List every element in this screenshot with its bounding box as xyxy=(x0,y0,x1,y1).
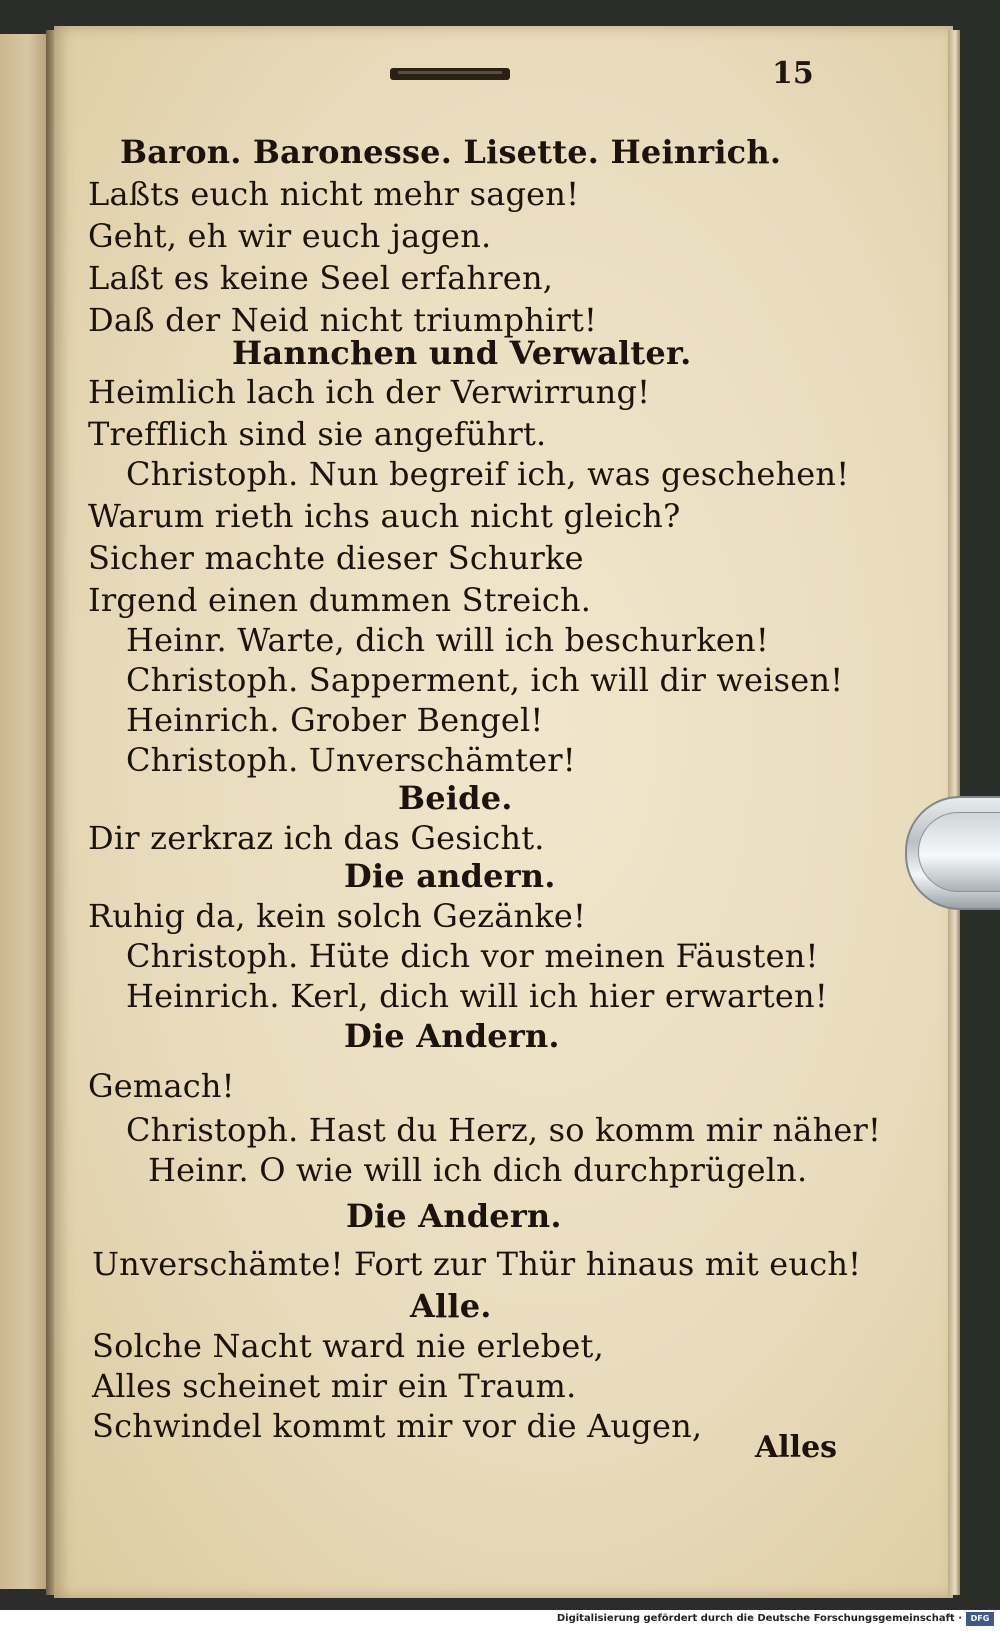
text-line: Sicher machte dieser Schurke xyxy=(88,539,584,577)
text-line: Laßts euch nicht mehr sagen! xyxy=(88,175,580,213)
speaker-line: Christoph. Unverschämter! xyxy=(126,741,576,779)
text-line: Laßt es keine Seel erfahren, xyxy=(88,259,554,297)
speaker-line: Heinrich. Kerl, dich will ich hier erwarten! xyxy=(126,977,828,1015)
speaker-line: Heinrich. Grober Bengel! xyxy=(126,701,544,739)
speaker-line: Christoph. Nun begreif ich, was geschehen! xyxy=(126,455,850,493)
text-line: Alles scheinet mir ein Traum. xyxy=(92,1367,577,1405)
stage-heading: Die Andern. xyxy=(346,1197,562,1235)
text-line: Heimlich lach ich der Verwirrung! xyxy=(88,373,651,411)
text-line: Daß der Neid nicht triumphirt! xyxy=(88,301,598,339)
text-line: Ruhig da, kein solch Gezänke! xyxy=(88,897,587,935)
speaker-line: Christoph. Hüte dich vor meinen Fäusten! xyxy=(126,937,819,975)
text-line: Geht, eh wir euch jagen. xyxy=(88,217,492,255)
speaker-line: Heinr. Warte, dich will ich beschurken! xyxy=(126,621,769,659)
speaker-line: Heinr. O wie will ich dich durchprügeln. xyxy=(148,1151,808,1189)
facing-page-edge xyxy=(0,34,46,1589)
text-line: Schwindel kommt mir vor die Augen, xyxy=(92,1407,703,1445)
speaker-line: Christoph. Sapperment, ich will dir weisen! xyxy=(126,661,844,699)
stage-heading: Beide. xyxy=(398,779,513,817)
speaker-line: Christoph. Hast du Herz, so komm mir näher! xyxy=(126,1111,882,1149)
stage-heading: Baron. Baronesse. Lisette. Heinrich. xyxy=(120,133,782,171)
stage-heading: Hannchen und Verwalter. xyxy=(232,334,692,372)
stage-heading: Die Andern. xyxy=(344,1017,560,1055)
text-line: Unverschämte! Fort zur Thür hinaus mit euch! xyxy=(92,1245,862,1283)
header-ornament xyxy=(390,68,510,80)
footer-credit: Digitalisierung gefördert durch die Deutsche Forschungsgemeinschaft · xyxy=(556,1613,962,1624)
catchword: Alles xyxy=(755,1430,838,1465)
book-gutter xyxy=(46,30,54,1595)
text-line: Warum rieth ichs auch nicht gleich? xyxy=(88,497,681,535)
dfg-logo: DFG xyxy=(966,1612,994,1626)
stage-heading: Die andern. xyxy=(344,857,556,895)
page-number: 15 xyxy=(772,56,814,91)
text-line: Dir zerkraz ich das Gesicht. xyxy=(88,819,545,857)
stage-heading: Alle. xyxy=(410,1287,492,1325)
text-line: Trefflich sind sie angeführt. xyxy=(88,415,547,453)
page-clip-inner xyxy=(918,812,1000,892)
footer-bar xyxy=(0,1610,1000,1631)
text-line: Irgend einen dummen Streich. xyxy=(88,581,592,619)
text-line: Solche Nacht ward nie erlebet, xyxy=(92,1327,604,1365)
text-line: Gemach! xyxy=(88,1067,235,1105)
